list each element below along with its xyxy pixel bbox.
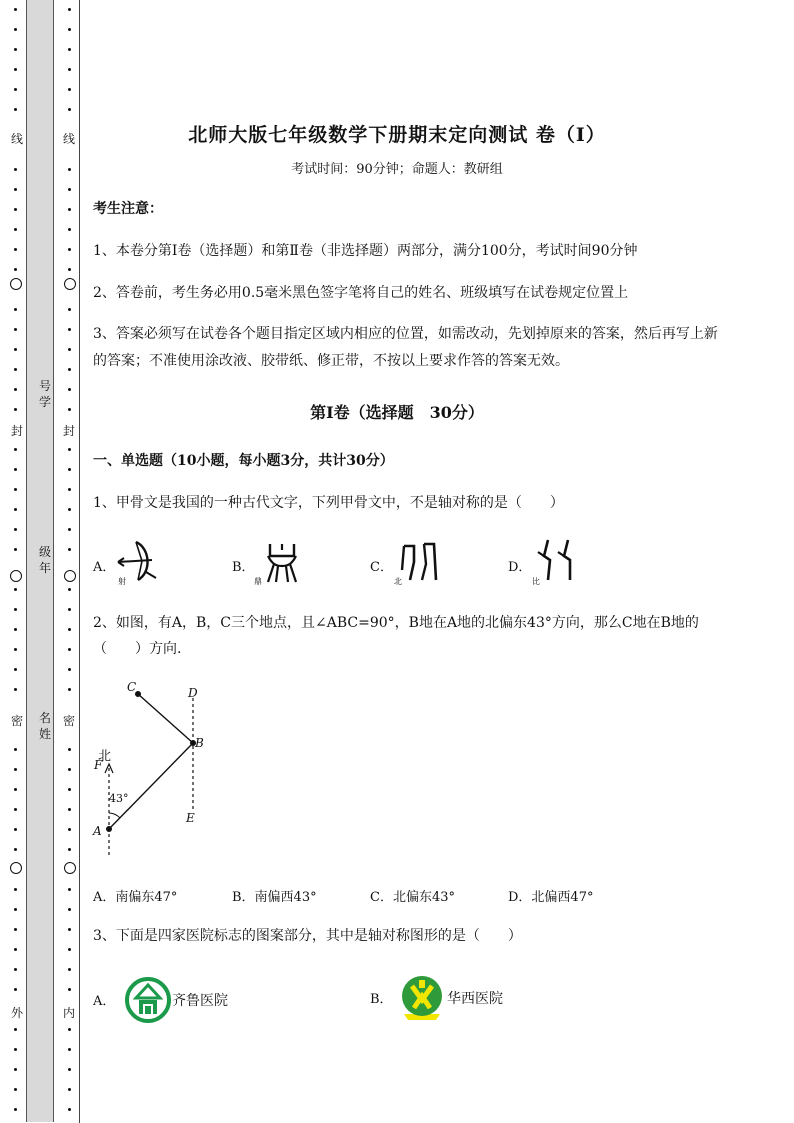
margin-dot (14, 68, 17, 71)
margin-dot (14, 628, 17, 631)
q3-stem: 3、下面是四家医院标志的图案部分，其中是轴对称图形的是（ ） (93, 928, 522, 944)
margin-dot (68, 308, 71, 311)
margin-dot (68, 1068, 71, 1071)
margin-dot (68, 508, 71, 511)
binding-hole-circle (64, 862, 76, 874)
label-angle: 43° (109, 792, 129, 805)
page-title: 北师大版七年级数学下册期末定向测试 卷（Ⅰ） (188, 124, 606, 146)
margin-dot (14, 1048, 17, 1051)
margin-dot (14, 28, 17, 31)
margin-dot (14, 688, 17, 691)
margin-dot (14, 248, 17, 251)
label-e: E (186, 811, 195, 825)
margin-dot (68, 88, 71, 91)
margin-dot (68, 188, 71, 191)
binding-hole-circle (10, 862, 22, 874)
margin-dot (14, 188, 17, 191)
inner-char-feng: 封 (62, 424, 75, 438)
margin-dot (14, 488, 17, 491)
margin-dot (14, 8, 17, 11)
margin-dot (14, 328, 17, 331)
margin-dot (68, 628, 71, 631)
huaxi-hospital-logo (398, 974, 446, 1024)
margin-dot (14, 348, 17, 351)
qilu-hospital-logo (124, 976, 172, 1024)
inner-char-nei: 内 (62, 1006, 75, 1020)
oracle-bei-glyph (398, 540, 440, 584)
label-b: B (195, 736, 204, 750)
exam-info: 考试时间：90分钟；命题人：教研组 (291, 162, 503, 177)
outer-char-mi: 密 (10, 714, 23, 728)
margin-dot (68, 948, 71, 951)
margin-dot (68, 28, 71, 31)
margin-dot (14, 268, 17, 271)
q1-stem: 1、甲骨文是我国的一种古代文字，下列甲骨文中，不是轴对称的是（ ） (93, 495, 564, 511)
margin-dot (14, 108, 17, 111)
q3-option-a-label[interactable]: A． (93, 994, 116, 1009)
q1-caption-she: 射 (118, 577, 126, 586)
margin-dot (14, 848, 17, 851)
margin-dot (14, 468, 17, 471)
margin-dot (14, 548, 17, 551)
margin-dot (14, 948, 17, 951)
margin-dot (14, 1108, 17, 1111)
outer-char-wai: 外 (10, 1006, 23, 1020)
q1-caption-bei: 北 (394, 577, 402, 586)
margin-dot (68, 1048, 71, 1051)
binding-hole-circle (10, 570, 22, 582)
binding-hole-circle (10, 278, 22, 290)
margin-dot (68, 648, 71, 651)
label-d: D (188, 686, 198, 700)
label-a: A (93, 824, 102, 838)
margin-dot (68, 228, 71, 231)
margin-dot (14, 308, 17, 311)
margin-dot (68, 488, 71, 491)
q1-option-b-label[interactable]: B． (232, 560, 255, 575)
margin-dot (68, 928, 71, 931)
outer-char-xian: 线 (10, 132, 23, 146)
margin-dot (68, 448, 71, 451)
outer-char-feng: 封 (10, 424, 23, 438)
margin-dot (68, 268, 71, 271)
margin-dot (14, 928, 17, 931)
label-north: 北 (98, 749, 112, 764)
q2-option-d[interactable]: D．北偏西47° (508, 890, 594, 905)
margin-dot (68, 328, 71, 331)
q2-stem-line-1: 2、如图，有A，B，C三个地点，且∠ABC=90°，B地在A地的北偏东43°方向，那么C地在B地的 (93, 615, 699, 631)
q2-option-c[interactable]: C．北偏东43° (370, 890, 455, 905)
oracle-ding-glyph (262, 540, 302, 586)
binding-hole-circle (64, 570, 76, 582)
margin-dot (68, 848, 71, 851)
margin-dot (68, 68, 71, 71)
margin-dot (68, 768, 71, 771)
margin-dot (68, 388, 71, 391)
notice-item-2: 2、答卷前，考生务必用0.5毫米黑色签字笔将自己的姓名、班级填写在试卷规定位置上 (93, 285, 629, 301)
margin-dot (14, 528, 17, 531)
notice-item-3-line-1: 3、答案必须写在试卷各个题目指定区域内相应的位置，如需改动，先划掉原来的答案，然后再写上新 (93, 326, 718, 342)
oracle-bi-glyph (534, 538, 578, 584)
margin-dot (14, 48, 17, 51)
margin-dot (68, 1108, 71, 1111)
margin-dot (68, 788, 71, 791)
q3-option-b-label[interactable]: B． (370, 992, 393, 1007)
margin-dot (14, 968, 17, 971)
margin-dot (14, 788, 17, 791)
margin-dot (14, 668, 17, 671)
notice-heading: 考生注意： (93, 201, 163, 217)
margin-dot (14, 608, 17, 611)
margin-dot (68, 748, 71, 751)
margin-dot (68, 468, 71, 471)
margin-dot (68, 368, 71, 371)
inner-char-xian: 线 (62, 132, 75, 146)
margin-dot (14, 448, 17, 451)
section-title: 第Ⅰ卷（选择题 30分） (310, 403, 484, 422)
notice-item-3-line-2: 的答案；不准使用涂改液、胶带纸、修正带，不按以上要求作答的答案无效。 (93, 353, 569, 369)
margin-dot (68, 108, 71, 111)
margin-dot (68, 608, 71, 611)
margin-dot (68, 828, 71, 831)
q2-stem-line-2: （ ）方向. (93, 641, 182, 657)
margin-dot (68, 908, 71, 911)
margin-dot (14, 648, 17, 651)
margin-dot (68, 8, 71, 11)
margin-dot (14, 1028, 17, 1031)
margin-dot (68, 528, 71, 531)
margin-dot (68, 1028, 71, 1031)
margin-dot (68, 988, 71, 991)
margin-dot (14, 888, 17, 891)
direction-diagram (90, 680, 220, 860)
margin-dot (68, 968, 71, 971)
margin-dot (68, 1088, 71, 1091)
margin-dot (14, 88, 17, 91)
margin-dot (68, 48, 71, 51)
qilu-hospital-name: 齐鲁医院 (172, 993, 228, 1009)
notice-item-1: 1、本卷分第Ⅰ卷（选择题）和第Ⅱ卷（非选择题）两部分，满分100分，考试时间90分钟 (93, 243, 638, 259)
label-c: C (127, 680, 137, 694)
margin-dot (14, 228, 17, 231)
margin-dot (68, 808, 71, 811)
margin-dot (68, 248, 71, 251)
binding-hole-circle (64, 278, 76, 290)
q1-option-c-label[interactable]: C． (370, 560, 393, 575)
margin-dot (14, 1068, 17, 1071)
part-heading: 一、单选题（10小题，每小题3分，共计30分） (93, 453, 394, 469)
margin-dot (14, 388, 17, 391)
margin-dot (68, 888, 71, 891)
margin-dot (14, 828, 17, 831)
field-student-number: 号 学 (38, 379, 51, 409)
margin-dot (14, 768, 17, 771)
margin-dot (68, 548, 71, 551)
field-name: 名 姓 (38, 711, 51, 741)
margin-dot (14, 748, 17, 751)
margin-dot (68, 208, 71, 211)
q2-option-a[interactable]: A．南偏东47° (93, 890, 178, 905)
margin-dot (68, 668, 71, 671)
q1-option-a-label[interactable]: A． (93, 560, 116, 575)
margin-dot (14, 508, 17, 511)
margin-dot (14, 988, 17, 991)
field-grade: 级 年 (38, 545, 51, 575)
margin-dot (14, 588, 17, 591)
margin-dot (68, 688, 71, 691)
q2-option-b[interactable]: B．南偏西43° (232, 890, 317, 905)
q1-option-d-label[interactable]: D． (508, 560, 532, 575)
margin-dot (14, 368, 17, 371)
margin-dot (14, 908, 17, 911)
margin-dot (14, 808, 17, 811)
margin-dot (14, 1088, 17, 1091)
margin-dot (68, 348, 71, 351)
q1-caption-bi: 比 (532, 577, 540, 586)
inner-char-mi: 密 (62, 714, 75, 728)
label-f: F (94, 758, 103, 772)
margin-dot (68, 588, 71, 591)
q1-caption-ding: 鼎 (254, 577, 262, 586)
margin-dot (14, 208, 17, 211)
huaxi-hospital-name: 华西医院 (447, 991, 503, 1007)
